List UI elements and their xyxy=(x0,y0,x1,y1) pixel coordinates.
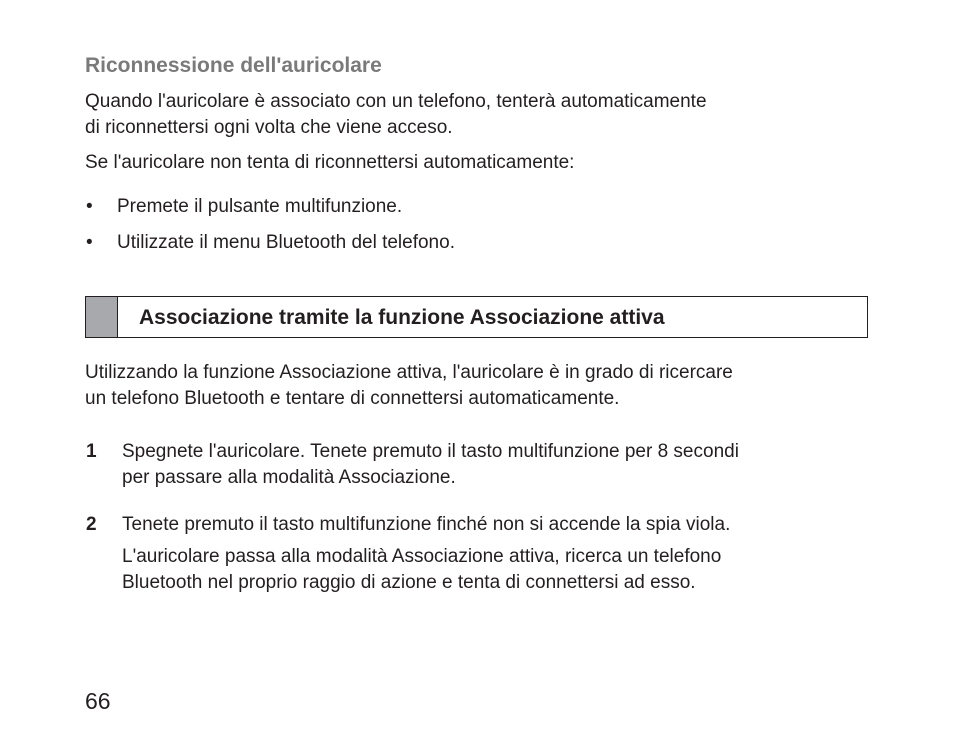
reconnect-paragraph xyxy=(85,89,707,141)
step-text xyxy=(122,439,739,491)
paragraph-line: di riconnettersi ogni volta che viene acceso. xyxy=(85,117,453,138)
section-intro-paragraph xyxy=(85,360,733,412)
step-line: per passare alla modalità Associazione. xyxy=(122,467,456,488)
step-number: 2 xyxy=(86,514,97,535)
step-note-line: Bluetooth nel proprio raggio di azione e tenta di connettersi ad esso. xyxy=(122,572,696,593)
section-title: Associazione tramite la funzione Associazione attiva xyxy=(139,306,665,329)
step-note-line: L'auricolare passa alla modalità Associazione attiva, ricerca un telefono xyxy=(122,546,722,567)
step-line: Spegnete l'auricolare. Tenete premuto il tasto multifunzione per 8 secondi xyxy=(122,441,739,462)
section-heading-box xyxy=(85,296,868,338)
bullet-marker: • xyxy=(86,232,93,253)
step-line: Tenete premuto il tasto multifunzione finché non si accende la spia viola. xyxy=(122,514,731,535)
step-number: 1 xyxy=(86,441,97,462)
step-text xyxy=(122,512,730,538)
bullet-item: Premete il pulsante multifunzione. xyxy=(117,196,403,217)
step-note xyxy=(122,544,721,596)
paragraph-line: Quando l'auricolare è associato con un telefono, tenterà automaticamente xyxy=(85,91,707,112)
paragraph-line: Utilizzando la funzione Associazione attiva, l'auricolare è in grado di ricercare xyxy=(85,362,733,383)
bullet-marker: • xyxy=(86,196,93,217)
paragraph-line: un telefono Bluetooth e tentare di connettersi automaticamente. xyxy=(85,388,620,409)
subheading-reconnect: Riconnessione dell'auricolare xyxy=(85,54,382,77)
section-marker xyxy=(86,297,118,337)
page-number: 66 xyxy=(85,688,111,714)
reconnect-condition-paragraph: Se l'auricolare non tenta di riconnettersi automaticamente: xyxy=(85,152,575,173)
bullet-item: Utilizzate il menu Bluetooth del telefono. xyxy=(117,232,455,253)
